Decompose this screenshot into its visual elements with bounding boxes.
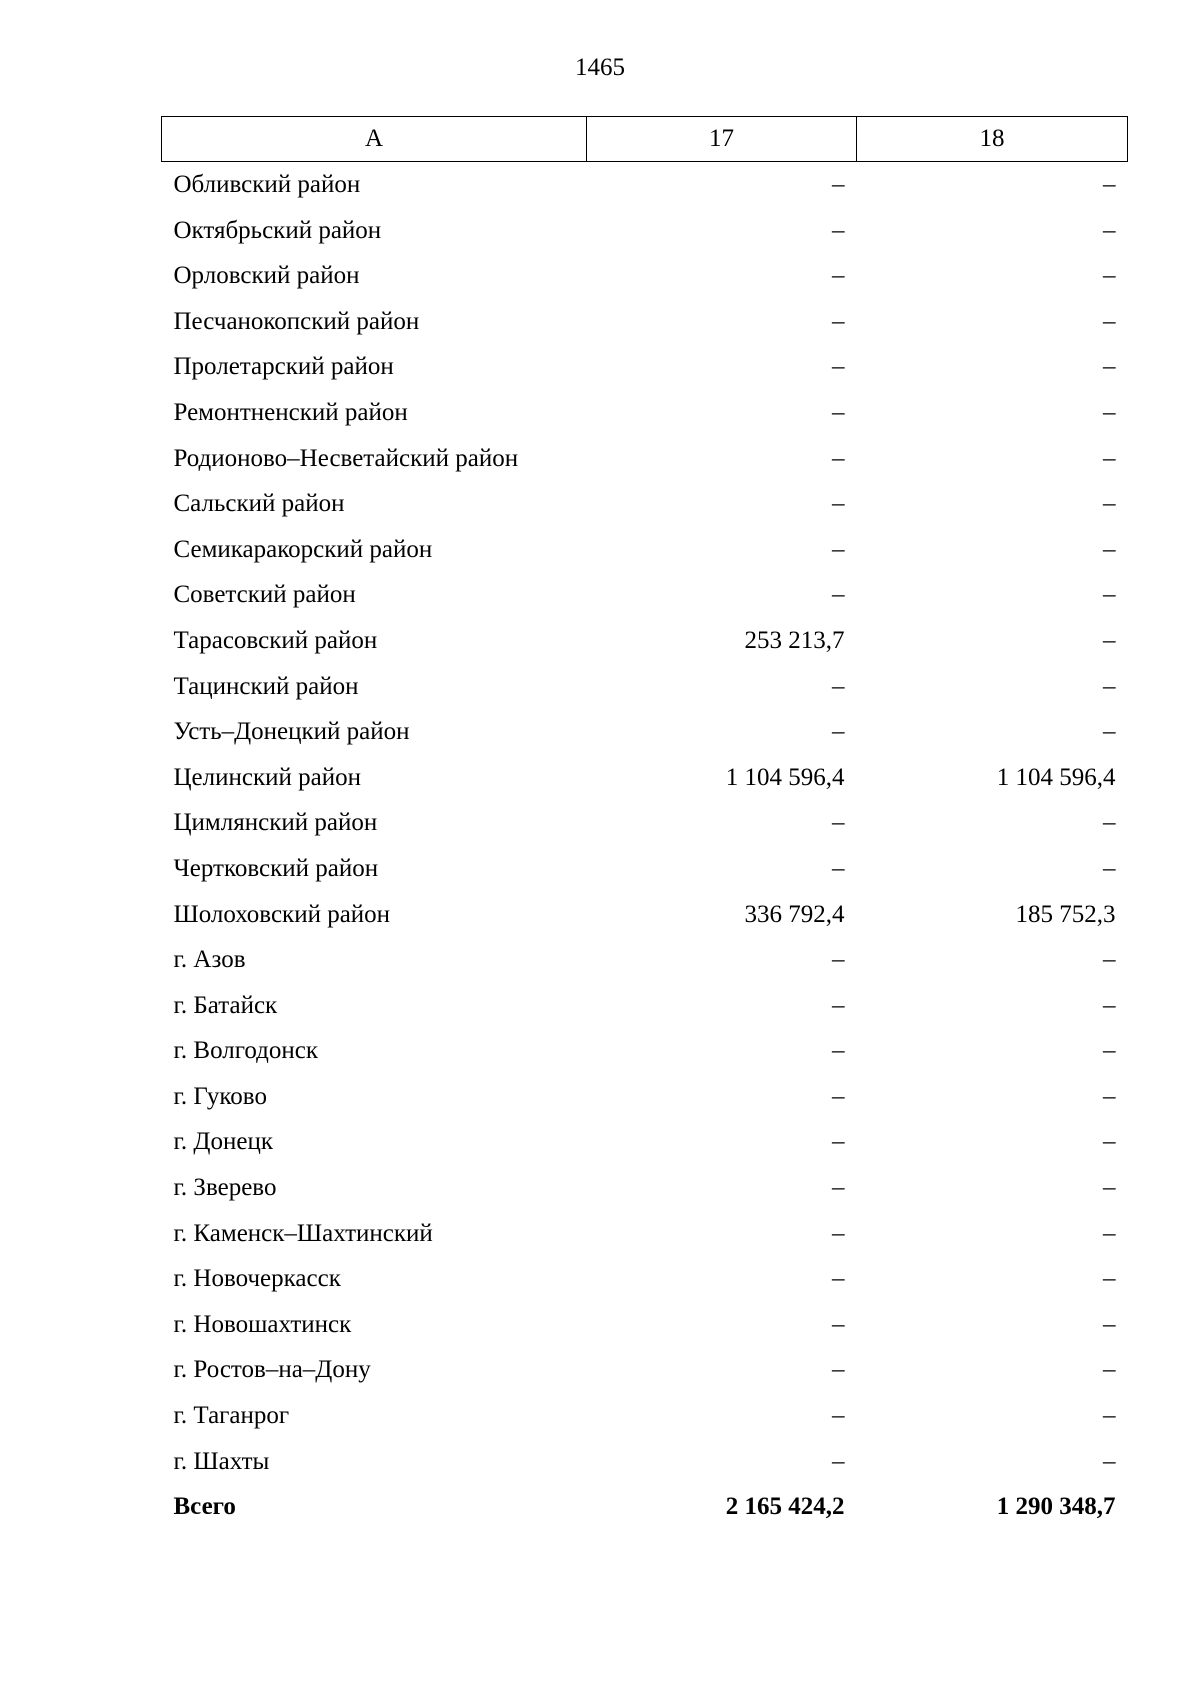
col-18-cell: – — [1103, 1128, 1116, 1156]
col-17-cell: – — [832, 672, 845, 700]
row-name-cell: г. Зверево — [173, 1174, 277, 1202]
table-row — [162, 1393, 1128, 1439]
table-row — [162, 572, 1128, 618]
table-row — [162, 253, 1128, 299]
col-17-cell: – — [832, 307, 845, 335]
col-18-cell: – — [1103, 1265, 1116, 1293]
header-col-18: 18 — [857, 117, 1128, 162]
table-row — [162, 436, 1128, 482]
row-name-cell: г. Гуково — [173, 1082, 267, 1110]
table-row — [162, 1119, 1128, 1165]
col-17-cell: – — [832, 1219, 845, 1247]
page-number: 1465 — [575, 54, 625, 81]
col-18-cell: – — [1103, 809, 1116, 837]
table-row — [162, 755, 1128, 801]
total-row — [162, 1484, 1128, 1530]
col-18-cell: – — [1103, 307, 1116, 335]
col-17-cell: – — [832, 1037, 845, 1065]
table-row — [162, 1028, 1128, 1074]
col-17-cell: – — [832, 171, 845, 198]
table-header — [162, 117, 1128, 162]
table-row — [162, 481, 1128, 527]
col-18-cell: – — [1103, 535, 1116, 563]
header-col-a: А — [162, 117, 587, 162]
row-name-cell: Усть–Донецкий район — [173, 718, 410, 746]
row-name-cell: Чертковский район — [173, 854, 379, 882]
col-17-cell: – — [832, 262, 845, 290]
row-name-cell: Пролетарский район — [173, 353, 394, 381]
table-row — [162, 983, 1128, 1029]
col-17-cell: – — [832, 1356, 845, 1384]
col-18-cell: – — [1103, 991, 1116, 1019]
row-name-cell: г. Шахты — [173, 1447, 270, 1475]
table-row — [162, 846, 1128, 892]
col-18-cell: – — [1103, 216, 1116, 244]
row-name-cell: Обливский район — [173, 171, 361, 198]
table-row — [162, 1211, 1128, 1257]
col-17-cell: – — [832, 216, 845, 244]
col-17-cell: – — [832, 490, 845, 518]
col-18-cell: 1 104 596,4 — [996, 763, 1116, 791]
table-row — [162, 800, 1128, 846]
col-18-cell: – — [1103, 398, 1116, 426]
row-name-cell: Тацинский район — [173, 672, 359, 700]
table-row — [162, 664, 1128, 710]
table-row — [162, 208, 1128, 254]
col-18-cell: – — [1103, 444, 1116, 472]
row-name-cell: Цимлянский район — [173, 809, 378, 837]
col-18-cell: – — [1103, 1037, 1116, 1065]
row-name-cell: Орловский район — [173, 262, 360, 290]
table-row — [162, 1165, 1128, 1211]
row-name-cell: Родионово–Несветайский район — [173, 444, 519, 472]
row-name-cell: Сальский район — [173, 490, 345, 518]
row-name-cell: г. Батайск — [173, 991, 278, 1019]
col-17-cell: – — [832, 1265, 845, 1293]
col-17-cell: – — [832, 535, 845, 563]
row-name-cell: Ремонтненский район — [173, 398, 408, 426]
col-18-cell: – — [1103, 353, 1116, 381]
table-row — [162, 299, 1128, 345]
row-name-cell: Шолоховский район — [173, 900, 391, 928]
row-name-cell: г. Новочеркасск — [173, 1265, 341, 1293]
col-18-cell: – — [1103, 1447, 1116, 1475]
col-17-cell: – — [832, 1402, 845, 1430]
table-row — [162, 1347, 1128, 1393]
col-17-cell: – — [832, 444, 845, 472]
row-name-cell: г. Ростов–на–Дону — [173, 1356, 371, 1384]
table-row — [162, 937, 1128, 983]
col-17-cell: – — [832, 1174, 845, 1202]
col-17-cell: – — [832, 718, 845, 746]
col-18-cell: – — [1103, 490, 1116, 518]
col-17-cell: – — [832, 398, 845, 426]
col-17-cell: – — [832, 854, 845, 882]
col-18-cell: – — [1103, 1219, 1116, 1247]
row-name-cell: Семикаракорский район — [173, 535, 433, 563]
row-name-cell: Всего — [173, 1493, 236, 1521]
table-row — [162, 344, 1128, 390]
row-name-cell: г. Донецк — [173, 1128, 273, 1156]
col-18-cell: – — [1103, 626, 1116, 654]
table-body — [162, 162, 1128, 1530]
table-row — [162, 1302, 1128, 1348]
row-name-cell: г. Волгодонск — [173, 1037, 319, 1065]
table-row — [162, 390, 1128, 436]
row-name-cell: Советский район — [173, 581, 356, 609]
table-row — [162, 1256, 1128, 1302]
table-row — [162, 1074, 1128, 1120]
col-18-cell: – — [1103, 1356, 1116, 1384]
col-17-cell: – — [832, 581, 845, 609]
col-18-cell: 185 752,3 — [1015, 900, 1116, 928]
col-18-cell: – — [1103, 171, 1116, 198]
col-17-cell: – — [832, 1310, 845, 1338]
row-name-cell: г. Азов — [173, 946, 246, 974]
col-17-cell: – — [832, 809, 845, 837]
col-17-cell: – — [832, 1082, 845, 1110]
col-17-cell: 1 104 596,4 — [725, 763, 845, 791]
col-18-cell: – — [1103, 718, 1116, 746]
col-17-cell: 253 213,7 — [744, 626, 845, 654]
header-col-17: 17 — [587, 117, 857, 162]
col-17-cell: – — [832, 1128, 845, 1156]
col-17-cell: – — [832, 991, 845, 1019]
col-17-cell: – — [832, 1447, 845, 1475]
row-name-cell: Целинский район — [173, 763, 361, 791]
col-17-cell: 2 165 424,2 — [725, 1493, 845, 1521]
col-17-cell: 336 792,4 — [744, 900, 845, 928]
col-18-cell: – — [1103, 1402, 1116, 1430]
table-row — [162, 892, 1128, 938]
col-18-cell: – — [1103, 262, 1116, 290]
col-18-cell: 1 290 348,7 — [996, 1493, 1116, 1521]
row-name-cell: Октябрьский район — [173, 216, 382, 244]
table-row — [162, 162, 1128, 208]
table-row — [162, 709, 1128, 755]
col-18-cell: – — [1103, 1174, 1116, 1202]
col-18-cell: – — [1103, 581, 1116, 609]
table-row — [162, 618, 1128, 664]
col-18-cell: – — [1103, 672, 1116, 700]
row-name-cell: г. Таганрог — [173, 1402, 290, 1430]
col-18-cell: – — [1103, 854, 1116, 882]
row-name-cell: Тарасовский район — [173, 626, 378, 654]
col-17-cell: – — [832, 946, 845, 974]
col-17-cell: – — [832, 353, 845, 381]
row-name-cell: г. Новошахтинск — [173, 1310, 352, 1338]
col-18-cell: – — [1103, 1082, 1116, 1110]
col-18-cell: – — [1103, 946, 1116, 974]
data-table — [161, 116, 1128, 1530]
table-row — [162, 1439, 1128, 1485]
header-row — [162, 117, 1128, 162]
col-18-cell: – — [1103, 1310, 1116, 1338]
row-name-cell: Песчанокопский район — [173, 307, 420, 335]
row-name-cell: г. Каменск–Шахтинский — [173, 1219, 433, 1247]
table-row — [162, 527, 1128, 573]
